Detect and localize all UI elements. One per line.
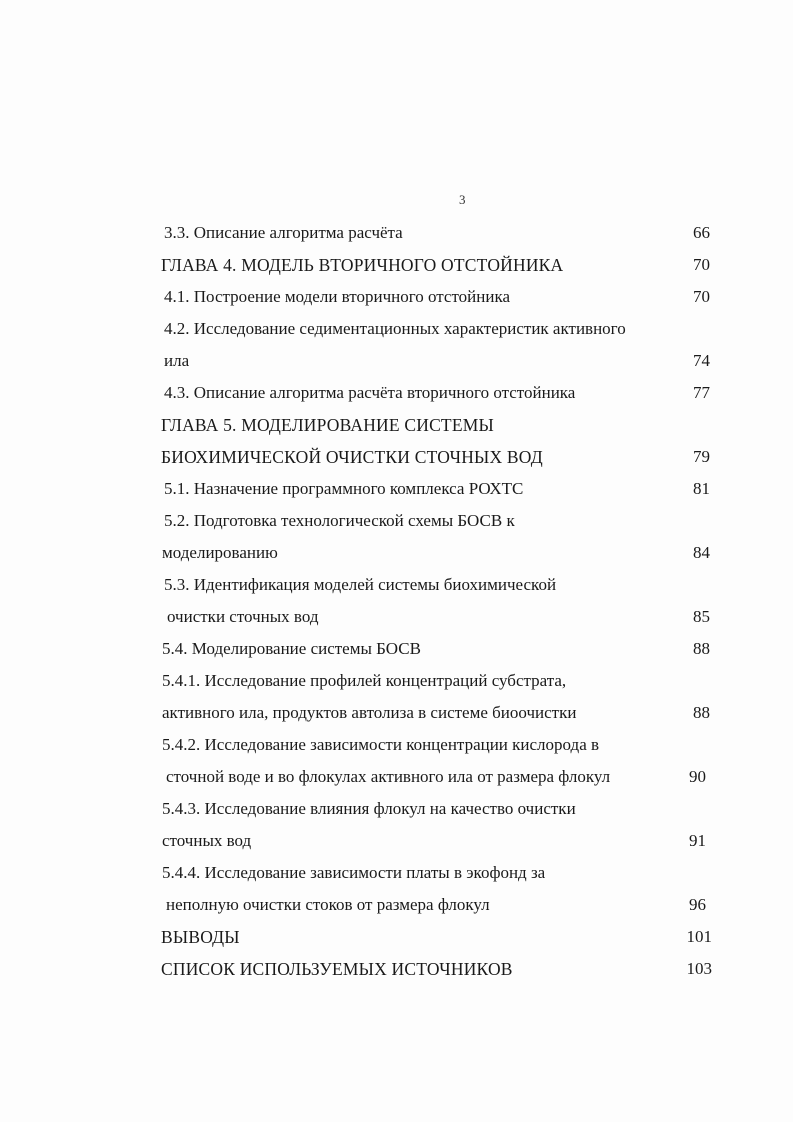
toc-entry-page: 103: [686, 959, 712, 978]
toc-entry-page: 91: [689, 831, 706, 850]
toc-entry-text: 5.2. Подготовка технологической схемы БОСВ к: [164, 511, 515, 530]
toc-entry-text: ила: [164, 351, 190, 370]
toc-chapter-text: СПИСОК ИСПОЛЬЗУЕМЫХ ИСТОЧНИКОВ: [161, 959, 513, 979]
toc-entry-text: очистки сточных вод: [167, 607, 319, 626]
toc-entry-text: 5.1. Назначение программного комплекса РОХТС: [164, 479, 524, 498]
toc-chapter-text: ВЫВОДЫ: [161, 927, 240, 947]
toc-entry-text: 5.4.2. Исследование зависимости концентрации кислорода в: [162, 735, 600, 754]
toc-entry-page: 101: [686, 927, 712, 946]
toc-entry-text: неполную очистки стоков от размера флокул: [166, 895, 490, 914]
toc-entry-page: 88: [693, 639, 710, 658]
toc-entry-page: 81: [693, 479, 710, 498]
toc-chapter-text: ГЛАВА 5. МОДЕЛИРОВАНИЕ СИСТЕМЫ: [161, 415, 494, 435]
toc-entry-page: 74: [693, 351, 710, 370]
toc-entry-page: 66: [693, 223, 710, 242]
toc-entry-text: 4.1. Построение модели вторичного отстойника: [164, 287, 511, 306]
toc-entry-page: 90: [689, 767, 706, 786]
toc-entry-page: 96: [689, 895, 706, 914]
toc-entry-text: активного ила, продуктов автолиза в системе биоочистки: [162, 703, 577, 722]
toc-entry-page: 88: [693, 703, 710, 722]
toc-chapter-text: БИОХИМИЧЕСКОЙ ОЧИСТКИ СТОЧНЫХ ВОД: [161, 447, 543, 467]
toc-entry-text: 4.2. Исследование седиментационных характеристик активного: [164, 319, 626, 338]
toc-entry-text: 5.4.1. Исследование профилей концентраций субстрата,: [162, 671, 567, 690]
toc-entry-page: 84: [693, 543, 710, 562]
toc-entry-text: 5.4.4. Исследование зависимости платы в экофонд за: [162, 863, 546, 882]
toc-entry-page: 85: [693, 607, 710, 626]
toc-entry-page: 70: [693, 255, 710, 274]
toc-entry-page: 77: [693, 383, 710, 402]
toc-entry-text: моделированию: [162, 543, 278, 562]
toc-entry-text: 4.3. Описание алгоритма расчёта вторичного отстойника: [164, 383, 576, 402]
page-number: 3: [459, 192, 466, 207]
toc-entry-text: 5.3. Идентификация моделей системы биохимической: [164, 575, 557, 594]
toc-entry-page: 79: [693, 447, 710, 466]
toc-entry-text: 5.4. Моделирование системы БОСВ: [162, 639, 421, 658]
toc-entry-text: 3.3. Описание алгоритма расчёта: [164, 223, 403, 242]
toc-entry-text: 5.4.3. Исследование влияния флокул на качество очистки: [162, 799, 576, 818]
toc-entry-page: 70: [693, 287, 710, 306]
toc-chapter-text: ГЛАВА 4. МОДЕЛЬ ВТОРИЧНОГО ОТСТОЙНИКА: [161, 255, 564, 275]
toc-entry-text: сточных вод: [162, 831, 252, 850]
toc-entry-text: сточной воде и во флокулах активного ила от размера флокул: [166, 767, 611, 786]
